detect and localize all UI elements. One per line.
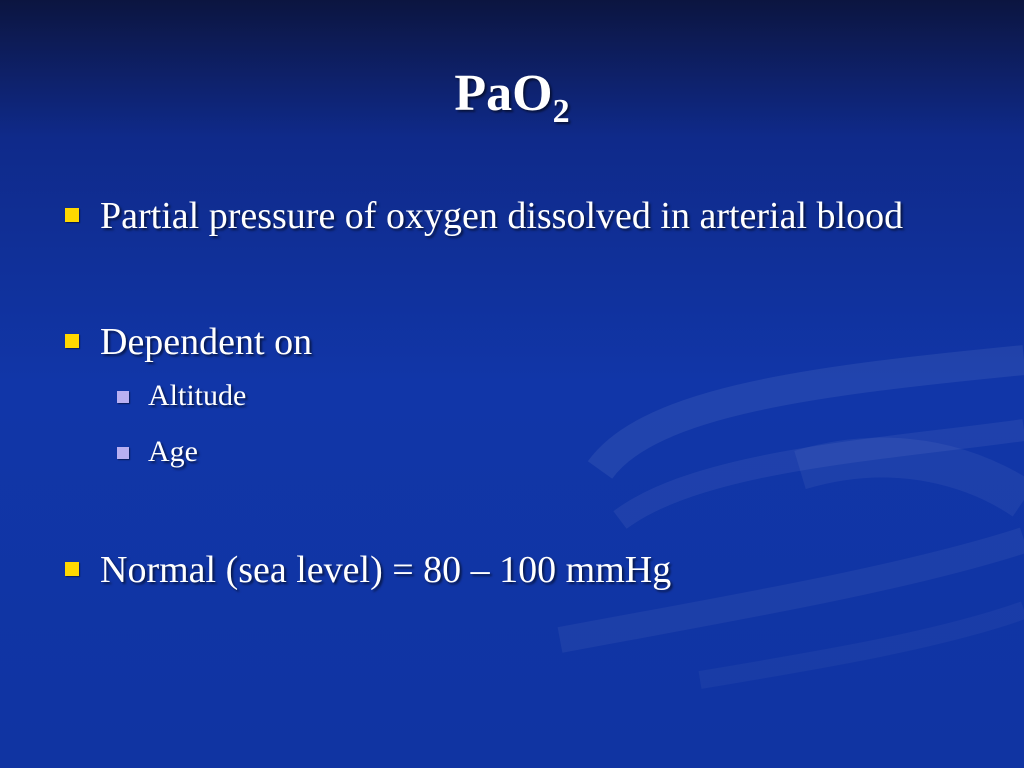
bullet-text: Partial pressure of oxygen dissolved in arterial blood bbox=[100, 195, 904, 237]
bullet-square-icon bbox=[65, 334, 79, 348]
slide-content bbox=[60, 190, 960, 596]
bullet-square-icon bbox=[65, 562, 79, 576]
subbullet-text: Age bbox=[148, 435, 198, 468]
subbullet-text: Altitude bbox=[148, 379, 247, 412]
bullet-item-dependent-on bbox=[60, 316, 960, 368]
subbullet-square-icon bbox=[117, 391, 129, 403]
slide-title-main: PaO bbox=[454, 65, 553, 122]
subbullet-square-icon bbox=[117, 447, 129, 459]
bullet-text: Normal (sea level) = 80 – 100 mmHg bbox=[100, 549, 672, 591]
bullet-item-normal-range bbox=[60, 544, 960, 596]
slide-title-subscript: 2 bbox=[552, 93, 570, 130]
subbullet-item-age bbox=[60, 424, 960, 480]
subbullet-item-altitude bbox=[60, 368, 960, 424]
bullet-square-icon bbox=[65, 208, 79, 222]
slide-title bbox=[0, 62, 1024, 144]
bullet-text: Dependent on bbox=[100, 321, 313, 363]
bullet-item-partial-pressure bbox=[60, 190, 960, 242]
